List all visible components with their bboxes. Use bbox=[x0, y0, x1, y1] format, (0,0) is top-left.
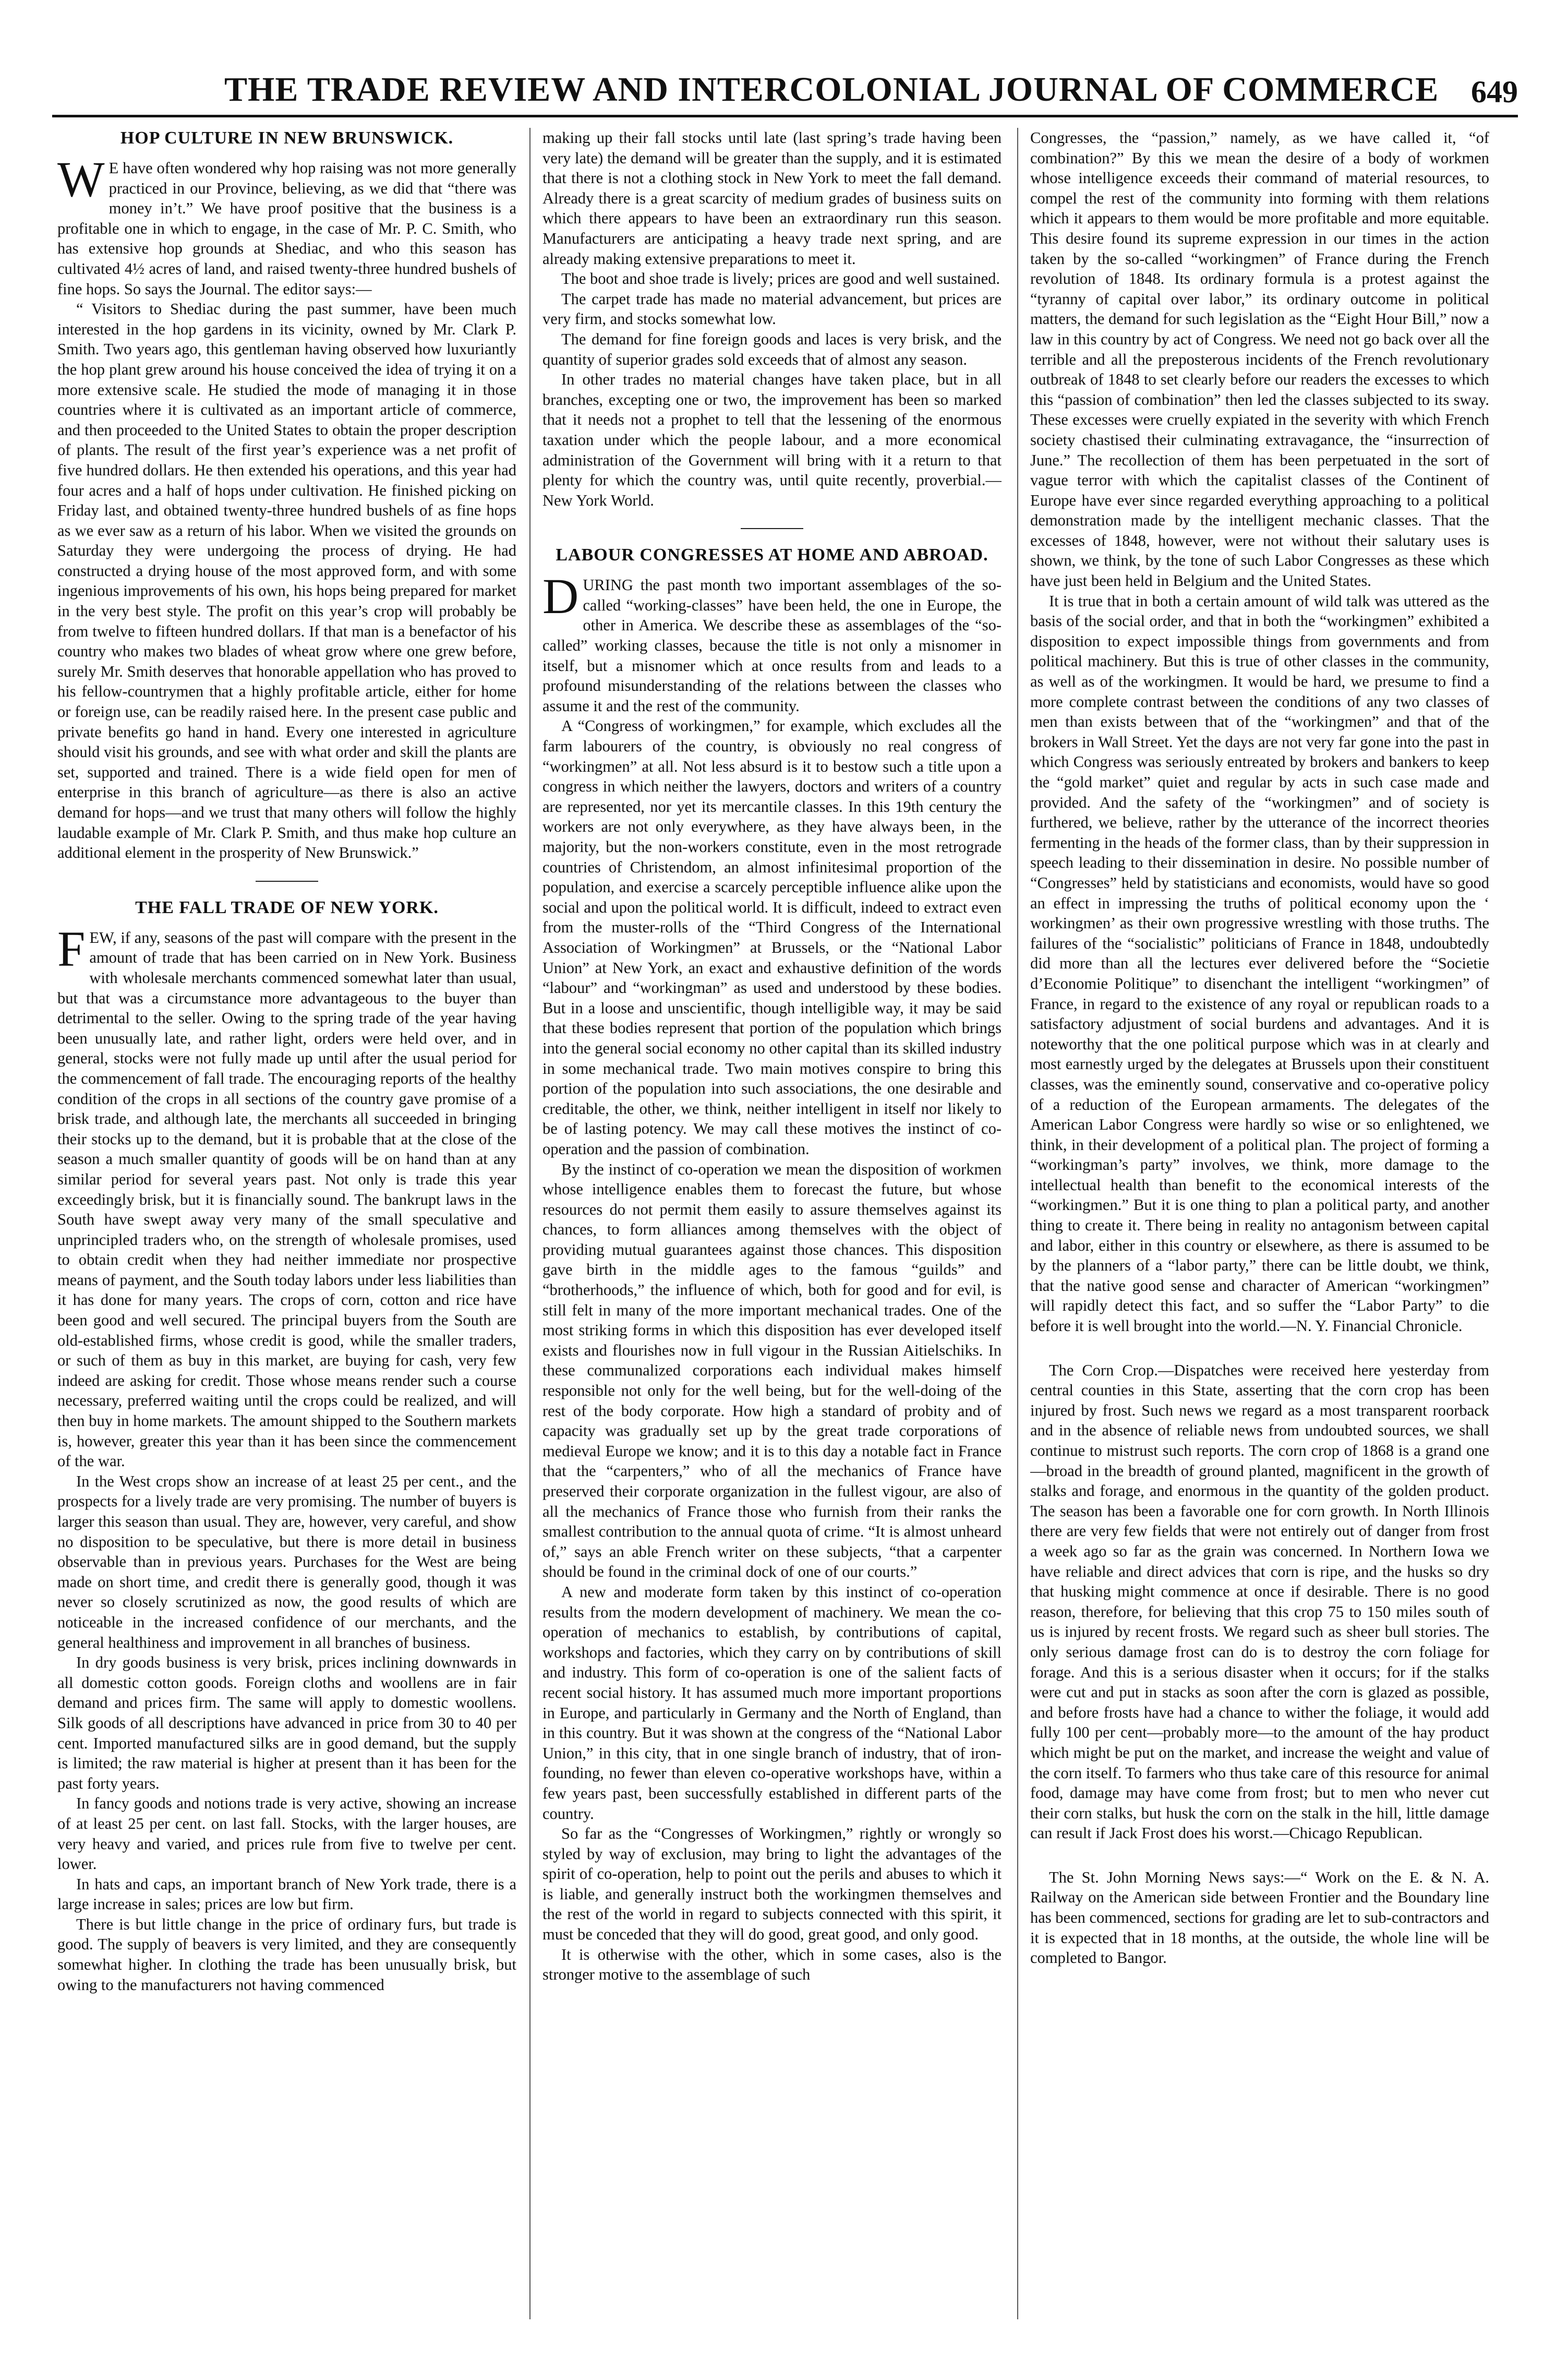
article-paragraph: There is but little change in the price of ordinary furs, but trade is good. The supply of beavers is very limited, and they are consequently somewhat higher. In clothing the trade has been unusually brisk, but owing to the manufacturers not having commenced bbox=[57, 1915, 516, 1994]
article-paragraph: It is otherwise with the other, which in some cases, also is the stronger motive to the assemblage of such bbox=[542, 1945, 1002, 1984]
section-divider bbox=[256, 881, 318, 882]
article-hop-culture bbox=[57, 128, 516, 863]
page-number: 649 bbox=[1471, 75, 1518, 109]
article-heading: LABOUR CONGRESSES AT HOME AND ABROAD. bbox=[556, 545, 988, 565]
drop-cap: F bbox=[57, 920, 86, 977]
news-item-corn-crop: The Corn Crop.—Dispatches were received here yesterday from central counties in this State, asserting that the corn crop has been injured by frost. Such news we regard as a most transparent roorback and in the absence of reliable news from undoubted sources, we shall continue to mistrust such reports. The corn crop of 1868 is a grand one—broad in the breadth of ground planted, magnificent in the growth of stalks and forage, and enormous in the quantity of the golden product. The season has been a favorable one for corn growth. In North Illinois there are very few fields that were not entirely out of danger from frost a week ago so far as the grain was concerned. In Northern Iowa we have reliable and direct advices that corn is ripe, and the husks so dry that husking might commence at once if desirable. There is no good reason, therefore, for believing that this crop 75 to 150 miles south of us is injured by recent frosts. We regard such as sheer bull stories. The only serious damage frost can do is to destroy the corn foliage for forage. And this is a serious disaster when it occurs; for if the stalks were cut and put in stacks as soon after the corn is glazed as possible, and before frosts have had a chance to wither the foliage, it would add fully 100 per cent—probably more—to the amount of the hay product which might be put on the market, and increase the weight and value of the corn itself. To farmers who thus take care of this resource for animal food, damage may have come from frost; but to men who never cut their corn stalks, but husk the corn on the stalk in the hill, little damage can result if Jack Frost does his worst.—Chicago Republican. bbox=[1030, 1361, 1489, 1842]
section-spacer bbox=[1030, 1843, 1489, 1867]
article-paragraph: FEW, if any, seasons of the past will compare with the present in the amount of trade that has been carried on in New York. Business with wholesale merchants commenced somewhat later than usual, but that was a circumstance more advantageous to the buyer than detrimental to the seller. Owing to the spring trade of the year having been unusually late, and rather light, orders were held over, and in general, stocks were not fully made up until after the usual period for the commencement of fall trade. The encouraging reports of the healthy condition of the crops in all sections of the country gave promise of a brisk trade, and although late, the merchants all succeeded in bringing their stocks up to the demand, but it is probable that at the close of the season a much smaller quantity of goods will be on hand than at any similar period for several years past. Not only is trade this year exceedingly brisk, but it is financially sound. The bankrupt laws in the South have swept away very many of the small speculative and unprincipled traders who, on the strength of wholesale promises, used to obtain credit when they had neither immediate nor prospective means of payment, and the South today labors under less liabilities than it has done for many years. The crops of corn, cotton and rice have been good and well secured. The principal buyers from the South are old-established firms, whose credit is good, while the smaller traders, or such of them as buy in this market, are buying for cash, very few indeed are asking for credit. Those whose means render such a course necessary, preferred waiting until the crops could be realized, and will then buy in home markets. The amount shipped to the Southern markets is, however, greater this year than it has been since the commencement of the war. bbox=[57, 920, 516, 1470]
article-paragraph: So far as the “Congresses of Workingmen,” rightly or wrongly so styled by way of exclusion, may bring to light the advantages of the spirit of co-operation, help to point out the perils and abuses to which it is liable, and generally instruct both the workingmen themselves and the rest of the world in regard to subjects connected with this spirit, it must be conceded that they will do good, great good, and only good. bbox=[542, 1825, 1002, 1944]
article-labour-congresses bbox=[542, 545, 1002, 1985]
article-paragraph: The boot and shoe trade is lively; prices are good and well sustained. bbox=[561, 270, 1000, 288]
article-paragraph: The demand for fine foreign goods and laces is very brisk, and the quantity of superior grades sold exceeds that of almost any season. bbox=[542, 330, 1002, 368]
article-paragraph: It is true that in both a certain amount of wild talk was uttered as the basis of the social order, and that in both the “workingmen” exhibited a disposition to expect impossible things from governments and from political machinery. But this is true of other classes in the community, as well as of the workingmen. It would be hard, we presume to find a more complete contrast between the conditions of any two classes of men than exists between that of the “workingmen” and that of the brokers in Wall Street. Yet the days are not very far gone into the past in which Congress was seriously entreated by brokers and bankers to keep the “gold market” quiet and regular by acts in such case made and provided. And the safety of the “workingmen” and of society is furthered, we believe, rather by the utterance of the incorrect theories fermenting in the heads of the former class, than by their suppression in speech leading to their dissemination in desire. No possible number of “Congresses” held by statisticians and economists, would have so good an effect in impressing the truths of political economy upon the ‘ workingmen’ as their own progressive wrestling with those truths. The failures of the “socialistic” politicians of France in 1848, undoubtedly did more than all the lectures ever delivered before the “Societie d’Economie Politique” to disenchant the intelligent “workingmen” of France, in regard to the existence of any royal or republican roads to a satisfactory adjustment of social burdens and advantages. And it is noteworthy that the one political purpose which was in at clearly and most earnestly urged by the delegates at Brussels upon their constituent classes, was the eminently sound, conservative and co-operative policy of a reduction of the European armaments. The delegates of the American Labor Congress were hardly so wise or so enlightened, we think, in their development of a political plan. The project of forming a “workingman’s party” involves, we think, more damage to the intellectual health than benefit to the economical interests of the “workingmen.” But it is one thing to plan a political party, and another thing to create it. There being in reality no antagonism between capital and labor, either in this country or elsewhere, as there is assumed to be by the planners of a “labor party,” there can be little doubt, we think, that the native good sense and character of American “workingmen” will rapidly detect this fact, and so suffer the “Labor Party” to die before it is well brought into the world.—N. Y. Financial Chronicle. bbox=[1030, 592, 1489, 1335]
column-2 bbox=[542, 128, 1002, 2335]
column-1 bbox=[57, 128, 516, 2335]
article-paragraph: In hats and caps, an important branch of New York trade, there is a large increase in sales; prices are low but firm. bbox=[57, 1875, 516, 1913]
article-fall-trade bbox=[57, 897, 516, 1995]
article-paragraph: Congresses, the “passion,” namely, as we have called it, “of combination?” By this we mean the desire of a body of workmen whose intelligence exceeds their command of material resources, to compel the rest of the community into forming with them relations which it appears to them would be more profitable and more equitable. This desire found its supreme expression in our times in the action taken by the so-called “workingmen” of France during the French revolution of 1848. Its ordinary formula is a protest against the “tyranny of capital over labor,” its ordinary outcome in political matters, the demand for such legislation as the “Eight Hour Bill,” now a law in this country by act of Congress. We need not go back over all the terrible and all the preposterous incidents of the French revolutionary outbreak of 1848 to set clearly before our readers the excesses to which this “passion of combination” then led the classes subjected to its sway. These excesses were cruelly expiated in the severity with which French society chastised their culminating extravagance, the “insurrection of June.” The recollection of them has been perpetuated in the sort of vague terror with which the capitalist classes of the Continent of Europe have ever since regarded everything approaching to a political demonstration made by the intelligent mechanic classes. That the excesses of 1848, however, were not without their salutary uses is shown, we think, by the tone of such Labor Congresses as these which have just been held in Belgium and the United States. bbox=[1030, 129, 1489, 590]
article-paragraph: The carpet trade has made no material advancement, but prices are very firm, and stocks somewhat low. bbox=[542, 290, 1002, 328]
article-paragraph: making up their fall stocks until late (last spring’s trade having been very late) the demand will be greater than the supply, and it is estimated that there is not a clothing stock in New York to meet the fall demand. Already there is a great scarcity of medium grades of business suits on which there appears to have been an extraordinary run this season. Manufacturers are anticipating a heavy trade next spring, and are already making extensive preparations to meet it. bbox=[542, 129, 1002, 268]
article-paragraph: DURING the past month two important assemblages of the so-called “working-classes” have been held, the one in Europe, the other in America. We describe these as assemblages of the “so-called” working classes, because the title is not only a misnomer in itself, but a misnomer which at once results from and leads to a profound misunderstanding of the relations between the classes who assume it and the rest of the community. bbox=[542, 568, 1002, 715]
article-paragraph: In dry goods business is very brisk, prices inclining downwards in all domestic cotton goods. Foreign cloths and woollens are in fair demand and prices firm. The same will apply to domestic woollens. Silk goods of all descriptions have advanced in price from 30 to 40 per cent. Imported manufactured silks are in good demand, but the supply is limited; the raw material is higher at present than it has been for the past forty years. bbox=[57, 1654, 516, 1792]
article-paragraph: A new and moderate form taken by this instinct of co-operation results from the modern development of machinery. We mean the co-operation of mechanics to establish, by contributions of capital, workshops and factories, which they carry on by contributions of skill and industry. This form of co-operation is one of the salient facts of recent social history. It has assumed much more important proportions in Europe, and particularly in Germany and the North of England, than in this country. But it was shown at the congress of the “National Labor Union,” in this city, that in one single branch of industry, that of iron-founding, no fewer than eleven co-operative workshops have, within a few years past, been successfully established in different parts of the country. bbox=[542, 1583, 1002, 1823]
drop-cap: D bbox=[542, 568, 579, 625]
drop-cap: W bbox=[57, 151, 105, 207]
section-divider bbox=[741, 528, 803, 529]
column-rule-left bbox=[529, 128, 530, 2319]
article-paragraph: By the instinct of co-operation we mean the disposition of workmen whose intelligence enables them to forecast the future, but whose resources do not permit them easily to assure themselves against its chances, to form alliances among themselves with the object of providing mutual guarantees against those chances. This disposition gave birth in the middle ages to the famous “guilds” and “brotherhoods,” the influence of which, both for good and for evil, is still felt in many of the more important mechanical trades. One of the most striking forms in which this disposition has ever developed itself exists and flourishes now in full vigour in the Russian Aitielschiks. In these communalized corporations each individual makes himself responsible not only for the well being, but for the well-doing of the rest of the body corporate. How high a standard of probity and of capacity was gradually set up by the great trade corporations of medieval Europe we know; and it is to this day a notable fact in France that the “carpenters,” who of all the mechanics of France have preserved their corporate organization in the fullest vigour, are also of all the mechanics of France those who furnish from their ranks the smallest contribution to the annual quota of crime. “It is almost unheard of,” says an able French writer on these subjects, “that a carpenter should be found in the criminal dock of one of our courts.” bbox=[542, 1160, 1002, 1581]
section-spacer bbox=[1030, 1336, 1489, 1360]
article-heading: THE FALL TRADE OF NEW YORK. bbox=[135, 897, 439, 917]
column-3 bbox=[1030, 128, 1489, 2335]
article-paragraph: In fancy goods and notions trade is very active, showing an increase of at least 25 per cent. on last fall. Stocks, with the larger houses, are very heavy and varied, and prices rule from five to twelve per cent. lower. bbox=[57, 1794, 516, 1873]
article-paragraph: A “Congress of workingmen,” for example, which excludes all the farm labourers of the country, is obviously no real congress of “workingmen” at all. Not less absurd is it to bestow such a title upon a congress in which neither the lawyers, doctors and writers of a country are represented, nor yet its mercantile classes. In this 19th century the workers are not only everywhere, as they have always been, in the majority, but the non-workers constitute, even in the most retrograde countries of Christendom, an almost infinitesimal proportion of the population, and exercise a scarcely perceptible influence alike upon the social and upon the political world. It is difficult, indeed to extract even from the muster-rolls of the “Third Congress of the International Association of Workingmen” at Brussels, or the “National Labor Union” at New York, an exact and exhaustive definition of the words “labour” and “workingman” as used and understood by these bodies. But in a loose and unscientific, though intelligible way, it may be said that these bodies represent that portion of the population which brings into the general social economy no other capital than its skilled industry in some mechanical trade. Two main motives conspire to bring this portion of the population into such associations, the one desirable and creditable, the other, we think, neither intelligent in itself nor likely to be of lasting potency. We may call these motives the instinct of co-operation and the passion of combination. bbox=[542, 717, 1002, 1158]
article-paragraph: W E have often wondered why hop raising was not more generally practiced in our Province, believing, as we did that “there was money in’t.” We have proof positive that the business is a profitable one in which to engage, in the case of Mr. P. C. Smith, who has extensive hop grounds at Shediac, and who this season has cultivated 4½ acres of land, and raised twenty-three hundred bushels of fine hops. So says the Journal. The editor says:— bbox=[57, 151, 516, 298]
article-paragraph: In other trades no material changes have taken place, but in all branches, excepting one or two, the improvement has been so marked that it needs not a prophet to tell that the lessening of the enormous taxation under which the people labour, and a more economical administration of the Government will bring with it a return to that plenty for which the country was, until quite recently, proverbial.—New York World. bbox=[542, 370, 1002, 509]
article-heading: HOP CULTURE IN NEW BRUNSWICK. bbox=[120, 128, 454, 148]
publication-title: THE TRADE REVIEW AND INTERCOLONIAL JOURNAL OF COMMERCE bbox=[224, 70, 1439, 109]
column-rule-right bbox=[1017, 128, 1018, 2319]
article-paragraph: “ Visitors to Shediac during the past summer, have been much interested in the hop gardens in its vicinity, owned by Mr. Clark P. Smith. Two years ago, this gentleman having observed how luxuriantly the hop plant grew around his house conceived the idea of trying it on a more extensive scale. He studied the mode of managing it in those countries where it is cultivated as an important article of commerce, and then proceeded to the United States to obtain the proper description of plants. The result of the first year’s experience was a net profit of five hundred dollars. He then extended his operations, and this year had four acres and a half of hops under cultivation. He finished picking on Friday last, and obtained twenty-three hundred bushels of as fine hops as we ever saw as a return of his labor. When we visited the grounds on Saturday they were undergoing the process of drying. He had constructed a drying house of the most approved form, and with some ingenious improvements of his own, his hops being prepared for market in the very best style. The profit on this year’s crop will probably be from twelve to fifteen hundred dollars. If that man is a benefactor of his country who makes two blades of wheat grow where one grew before, surely Mr. Smith deserves that honorable appellation who has proved to his fellow-countrymen that a highly profitable article, either for home or foreign use, can be readily raised here. In the present case public and private benefits go hand in hand. Every one interested in agriculture should visit his grounds, and see with what order and skill the plants are set, supported and trained. There is a wide field open for men of enterprise in this branch of agriculture—as there is also an active demand for hops—and we trust that many others will follow the highly laudable example of Mr. Clark P. Smith, and thus make hop culture an additional element in the prosperity of New Brunswick.” bbox=[57, 300, 516, 862]
article-paragraph: In the West crops show an increase of at least 25 per cent., and the prospects for a lively trade are very promising. The number of buyers is larger this season than usual. They are, however, very careful, and show no disposition to be speculative, but there is more detail in business observable than in previous years. Purchases for the West are being made on short time, and credit there is generally good, though it was never so closely scrutinized as now, the good results of which are noticeable in the increased confidence of our merchants, and the general healthiness and improvement in all branches of business. bbox=[57, 1472, 516, 1651]
masthead bbox=[52, 63, 1518, 117]
news-item-railway: The St. John Morning News says:—“ Work on the E. & N. A. Railway on the American side between Frontier and the Boundary line has been commenced, sections for grading are let to sub-contractors and it is expected that in 18 months, at the outside, the whole line will be completed to Bangor. bbox=[1030, 1868, 1489, 1967]
